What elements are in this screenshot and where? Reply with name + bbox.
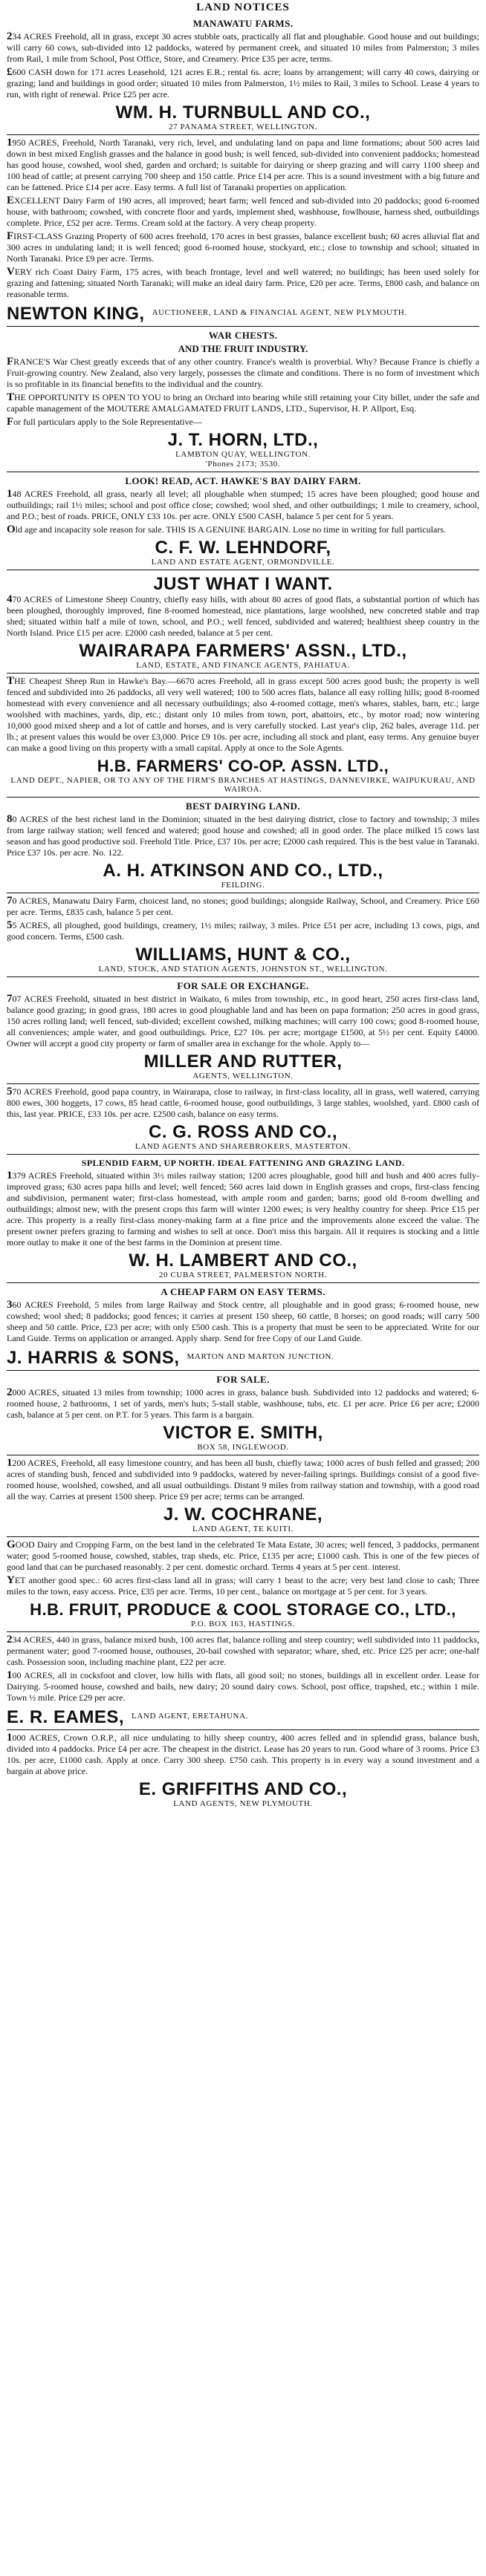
advertiser-address: MARTON AND MARTON JUNCTION. [187, 1351, 334, 1361]
page-title: LAND NOTICES [196, 1, 290, 13]
ad-paragraph: 707 ACRES Freehold, situated in best district in Waikato, 6 miles from township, etc., in good heart, 250 acres first-class land, balance good grazing; in good grass, 180 acres in good ploughable land and has been on papa formation; 250 acres in good grass, 150 acres rolling land; well fenced, sub-divided; excellent cowshed, milking machines; will carry 100 cows; good 8-roomed house, all conveniences; ample water, and good outbuildings. Price, £27 10s. per acre; mortgage £1500, at 5½ per cent. Equity £4000. Owner will accept a good city property or farm of smaller area in exchange for the whole. Apply to— [7, 993, 479, 1049]
advertiser-address: LAND DEPT., NAPIER, OR TO ANY OF THE FIRM'S BRANCHES AT HASTINGS, DANNEVIRKE, WAIPUKURAU, AND WAIROA. [10, 776, 476, 794]
advertiser-address: BOX 58, INGLEWOOD. [197, 1443, 289, 1452]
advertisement [7, 1154, 479, 1282]
ads-column [7, 15, 479, 1811]
advertiser-name: WM. H. TURNBULL AND CO., [115, 102, 371, 123]
advertiser-address: LAND AGENT, TE KUITI. [192, 1525, 294, 1533]
advertiser-name: E. GRIFFITHS AND CO., [138, 1779, 348, 1799]
ad-paragraph: FRANCE'S War Chest greatly exceeds that of any other country. France's wealth is proverbial. Why? Because France is chiefly a Fruit-growing country. New Zealand, also very largely, possesses the climate and conditions. There is no form of investment which is so profitable in its financial benefits to the individual and the country. [7, 356, 479, 389]
advertiser-address: LAND AGENTS, NEW PLYMOUTH. [173, 1799, 313, 1808]
ad-subheading: AND THE FRUIT INDUSTRY. [178, 343, 308, 354]
ad-paragraph: FIRST-CLASS Grazing Property of 600 acres freehold, 170 acres in best grasses, balance excellent bush; 60 acres alluvial flat and 300 acres in undulating land; it is well fenced; good 6-roomed house, stockyard, etc.; close to township and school; situated in North Taranaki. Price £9 per acre. Terms. [7, 230, 479, 264]
advertisement [7, 893, 479, 976]
ad-heading: WAR CHESTS. [208, 330, 278, 341]
ad-paragraph: 70 ACRES, Manawatu Dairy Farm, choicest land, no stones; good buildings; alongside Railway, School, and Creamery. Price £60 per acre. Terms, £835 cash, balance 5 per cent. [7, 895, 479, 917]
ad-signature [7, 302, 479, 324]
advertiser-name: VICTOR E. SMITH, [163, 1423, 323, 1443]
advertiser-name: J. W. COCHRANE, [163, 1504, 323, 1525]
ad-paragraph: THE OPPORTUNITY IS OPEN TO YOU to bring an Orchard into bearing while still retaining your City billet, under the safe and capable management of the MOUTERE AMALGAMATED FRUIT LANDS, LTD., Supervisor, H. P. Allport, Esq. [7, 391, 479, 414]
advertiser-name: H.B. FRUIT, PRODUCE & COOL STORAGE CO., LTD., [30, 1600, 456, 1619]
advertisement [7, 976, 479, 1083]
ad-signature [7, 1346, 479, 1368]
advertisement [7, 1455, 479, 1536]
ad-paragraph: For full particulars apply to the Sole Representative— [7, 416, 202, 428]
ad-paragraph: 80 ACRES of the best richest land in the Dominion; situated in the best dairying district, close to factory and township; 3 miles from large railway station; well fenced and watered; good house and cowshed; all in good order. The place milked 15 cows last season and has good productive soil. Freehold Title. Price, £37 10s. per acre; £2000 cash required. This is the best value in Taranaki. Price £37 10s. per acre. No. 122. [7, 813, 479, 858]
ad-paragraph: 1000 ACRES, Crown O.R.P., all nice undulating to hilly sheep country, 400 acres felled and in splendid grass, balance bush, divided into 4 paddocks. Price £4 per acre. The cheapest in the district. Lease has 20 years to run. Good whare of 3 rooms. Price £3 10s. per acre, £1000 cash. Apply at once. Carry 300 sheep. £750 cash. This property is in every way a sound investment and a bargain at above price. [7, 1732, 479, 1776]
advertiser-address: P.O. BOX 163, HASTINGS. [190, 1620, 295, 1628]
ad-paragraph: EXCELLENT Dairy Farm of 190 acres, all improved; heart farm; well fenced and sub-divided into 20 paddocks; good 6-roomed house, with bathroom; cowshed, with concrete floor and yards, implement shed, washhouse, fowlhouse, harness shed, outbuildings complete. Price, £52 per acre. Terms. Cream sold at the factory. A very cheap property. [7, 195, 479, 228]
advertisement [7, 15, 479, 134]
advertiser-name: A. H. ATKINSON AND CO., LTD., [103, 861, 383, 881]
ad-heading: A CHEAP FARM ON EASY TERMS. [161, 1286, 325, 1297]
advertiser-address: AGENTS, WELLINGTON. [192, 1072, 294, 1080]
advertisement [7, 1536, 479, 1631]
advertisement [7, 134, 479, 326]
advertisement [7, 1370, 479, 1455]
ad-paragraph: 1379 ACRES Freehold, situated within 3½ miles railway station; 1200 acres ploughable, good hill and bush and 400 acres fully-improved grass; 630 acres papa hills and level; well fenced; 560 acres laid down in English grasses and crops, first-class fencing and subdivision, permanent water; first-class homestead, with ample room and garden; barns; good old 8-room dwelling and outbuildings; almost new, with the present crops this farm will winter 1200 ewes; is very healthy country for sheep. Price £15 per acre. This property is a really first-class money-making farm at a fine price and the improvements alone exceed the value. The present owner prefers grazing to farming and wishes to sell at once. Don't miss this bargain. All it requires is stocking and a little more outlay to make it one of the best farms in the Dominion at present time. [7, 1170, 479, 1248]
advertiser-name: C. F. W. LEHNDORF, [155, 538, 331, 558]
ad-paragraph: THE Cheapest Sheep Run in Hawke's Bay.—6670 acres Freehold, all in grass except 500 acres good bush; the property is well fenced and subdivided into 26 paddocks, all very well watered; 100 to 500 acres flats, balance all easy rolling hills; good 8-roomed homestead with every convenience and all necessary outbuildings; also 4-roomed cottage, men's whares, stables, barn, etc.; large woolshed with machines, yards, dip, etc.; distant only 10 miles from town, port, abattoirs, etc., by motor road; now wintering 10,000 good mixed sheep and a lot of cattle and horses, and is very carefully stocked. Last year's clip, 262 bales, average 11d. per lb.; at present values this would be over £3,000. Price £9 10s. per acre, including all stock and plant, easy terms. Any genuine buyer can make a good living on this property with a small capital. Apply at once to the Sole Agents. [7, 675, 479, 753]
advertiser-address: 27 PANAMA STREET, WELLINGTON. [168, 123, 318, 131]
advertiser-address: LAND AGENTS AND SHAREBROKERS, MASTERTON. [135, 1142, 351, 1151]
ad-signature [7, 1706, 479, 1727]
advertiser-address: LAND, ESTATE, AND FINANCE AGENTS, PAHIATUA. [136, 661, 350, 670]
ad-paragraph: YET another good spec.: 60 acres first-class land all in grass; will carry 1 beast to the acre; very best land close to cash; Three miles to the town, easy access. Price, £35 per acre. Terms, 10 per cent., balance on mortgage at 5 per cent. for 3 years. [7, 1574, 479, 1597]
advertiser-address: LAND, STOCK, AND STATION AGENTS, JOHNSTON ST., WELLINGTON. [98, 965, 388, 974]
advertiser-address: 20 CUBA STREET, PALMERSTON NORTH. [158, 1271, 328, 1279]
advertiser-name: NEWTON KING, [7, 304, 145, 324]
ad-paragraph: 470 ACRES of Limestone Sheep Country, chiefly easy hills, with about 80 acres of good flats, a substantial portion of which has been ploughed, thoroughly improved, fine 8-roomed homestead, nice plantations, large woolshed, new concreted stable and trap shed; situated within half a mile of town, school, and P.O.; well fenced, subdivided and watered; healthiest sheep country in the North Island. Price £15 per acre. £2000 cash needed, balance at 5 per cent. [7, 593, 479, 638]
advertisement [7, 1083, 479, 1154]
advertisement [7, 797, 479, 893]
advertisement [7, 1729, 479, 1811]
ad-headline: JUST WHAT I WANT. [153, 574, 333, 594]
ad-paragraph: 148 ACRES Freehold, all grass, nearly all level; all ploughable when stumped; 15 acres have been ploughed; good house and outbuildings; rail 1½ miles; school and post office close; cowshed; wool shed, and other outbuildings; 1 mile to creamery, school, and P.O.; best of roads. PRICE, ONLY £33 10s. per acre. ONLY £500 CASH, balance 5 per cent for 5 years. [7, 488, 479, 521]
advertiser-address: FEILDING. [221, 881, 265, 890]
ad-paragraph: Old age and incapacity sole reason for sale. THIS IS A GENUINE BARGAIN. Lose no time in writing for full particulars. [7, 524, 446, 535]
advertisement [7, 673, 479, 797]
advertiser-name: J. T. HORN, LTD., [167, 430, 319, 450]
ad-heading: LOOK! READ, ACT. HAWKE'S BAY DAIRY FARM. [125, 475, 361, 486]
ad-paragraph: 570 ACRES Freehold, good papa country, in Wairarapa, close to railway, in first-class locality, all in grass, well watered, carrying 800 ewes, 300 hoggets, 17 cows, 85 head cattle, 6-roomed house, good outbuildings, 3 large stables, woolshed, yard. £800 cash of this, last year. PRICE, £33 10s. per acre. £2500 cash, balance on easy terms. [7, 1086, 479, 1119]
advertiser-name: J. HARRIS & SONS, [7, 1348, 180, 1368]
advertiser-phones: 'Phones 2173; 3530. [205, 460, 281, 469]
ad-paragraph: 234 ACRES Freehold, all in grass, except 30 acres stubble oats, practically all flat and ploughable. Good house and out buildings; will carry 60 cows, sub-divided into 12 paddocks, watered by permanent creek, and situated 10 miles from Palmerston; 3 miles from Rail, 1 mile from School, Post Office, Store, and Creamery. Price £35 per acre, terms. [7, 30, 479, 64]
ad-paragraph: 2000 ACRES, situated 13 miles from township; 1000 acres in grass, balance bush. Subdivided into 12 paddocks and watered; 6-roomed house, 2 bathrooms, 1 set of yards, men's huts; 5-stall stable, washhouse, tubs, etc. £1 per acre. Price £6 per acre; £2000 cash, balance at 5 per cent. on P.T. for 5 years. This farm is a bargain. [7, 1386, 479, 1420]
advertiser-name: H.B. FARMERS' CO-OP. ASSN. LTD., [97, 757, 389, 775]
ad-heading: FOR SALE OR EXCHANGE. [177, 980, 309, 991]
ad-paragraph: 234 ACRES, 440 in grass, balance mixed bush, 100 acres flat, balance rolling and steep country; well subdivided into 11 paddocks, permanent water; good 7-roomed house, outhouses, 20-bail cowshed with separator; whare, shed, etc. Price £25 per acre; one-half cash. Possession soon, including machine plant, £22 per acre. [7, 1634, 479, 1667]
advertiser-name: W. H. LAMBERT AND CO., [129, 1250, 357, 1271]
ad-paragraph: £600 CASH down for 171 acres Leasehold, 121 acres E.R.; rental 6s. acre; loans by arrangement; will carry 40 cows, dairying or grazing; land and buildings in good order; situated 10 miles from Palmerston, 1½ miles to Rail, 3 miles to School. Lease 4 years to run, with right of renewal. Price £25 per acre. [7, 66, 479, 100]
ad-paragraph: VERY rich Coast Dairy Farm, 175 acres, with beach frontage, level and well watered; no buildings; has been used solely for grazing and fattening; situated North Taranaki; will make an ideal dairy farm. Price, £20 per acre. Terms, £800 cash, and balance on reasonable terms. [7, 266, 479, 299]
advertiser-name: E. R. EAMES, [7, 1707, 125, 1727]
advertisement [7, 1282, 479, 1370]
ad-paragraph: 100 ACRES, all in cocksfoot and clover, low hills with flats, all good soil; no stones, buildings all in excellent order. Lease for Dairying. 5-roomed house, cowshed and bails, new dairy; 20 sound dairy cows. School, post office, trapshed, etc.; within 1 mile. Town ½ mile. Price £29 per acre. [7, 1669, 479, 1703]
advertiser-name: WILLIAMS, HUNT & CO., [135, 945, 351, 965]
advertisement [7, 570, 479, 673]
ad-heading: BEST DAIRYING LAND. [186, 800, 300, 812]
ad-heading: MANAWATU FARMS. [192, 18, 294, 29]
advertiser-address: LAMBTON QUAY, WELLINGTON. [175, 450, 311, 459]
ad-paragraph: 1950 ACRES, Freehold, North Taranaki, very rich, level, and undulating land on papa and lime formations; about 500 acres laid down in best mixed English grasses and the balance in good bush; is well fenced, sub-divided into convenient paddocks; homestead has good house, cowshed, wool shed, garden and orchard; is suitable for dairying or sheep grazing and will carry 1100 sheep and 100 head of cattle; at present carrying 700 sheep and 150 cattle. Price £14 per acre. This is a sound investment with a big future and can be fattened. Price £14 per acre. Easy terms. A full list of Taranaki properties on application. [7, 137, 479, 192]
ad-paragraph: GOOD Dairy and Cropping Farm, on the best land in the celebrated Te Mata Estate, 30 acres; well fenced, 3 paddocks, permanent water; good 5-roomed house, cowshed, stables, trap sheds, etc. Price, £135 per acre; £1000 cash. This is one of the few pieces of good land that can be purchased reasonably. 2 per cent. domestic orchard. Terms 4 years at 5 per cent. interest. [7, 1539, 479, 1572]
ad-paragraph: 55 ACRES, all ploughed, good buildings, creamery, 1½ miles; railway, 3 miles. Price £51 per acre, including 13 cows, pigs, and good concern. Terms, £500 cash. [7, 919, 479, 942]
advertiser-name: WAIRARAPA FARMERS' ASSN., LTD., [79, 641, 407, 661]
advertiser-name: MILLER AND RUTTER, [143, 1051, 343, 1072]
ad-heading: SPLENDID FARM, UP NORTH. IDEAL FATTENING AND GRAZING LAND. [81, 1158, 405, 1168]
advertiser-address: LAND AND ESTATE AGENT, ORMONDVILLE. [151, 558, 335, 567]
advertiser-address: AUCTIONEER, LAND & FINANCIAL AGENT, NEW PLYMOUTH. [152, 307, 407, 317]
ad-paragraph: 360 ACRES Freehold, 5 miles from large Railway and Stock centre, all ploughable and in good grass; 6-roomed house, new cowshed; wool shed; 8 paddocks; good fences; it carries at present 150 sheep, 60 cattle, 8 horses; on good roads; will carry 500 sheep and 50 cattle. Price, £23 per acre; with only £500 cash. This is a property that must be seen to be appreciated. Write for our Land Guide. Terms on application or arranged. Apply sharp. Send for free Copy of our Land Guide. [7, 1299, 479, 1343]
ad-heading: FOR SALE. [216, 1374, 270, 1385]
advertisement [7, 326, 479, 472]
advertisement [7, 472, 479, 570]
advertiser-address: LAND AGENT, ERETAHUNA. [132, 1711, 248, 1721]
advertiser-name: C. G. ROSS AND CO., [149, 1122, 337, 1142]
advertisement [7, 1631, 479, 1729]
ad-paragraph: 1200 ACRES, Freehold, all easy limestone country, and has been all bush, chiefly tawa; 1000 acres of bush felled and grassed; 200 acres of standing bush, fenced and subdivided into 9 paddocks, watered by never-failing springs. Buildings consist of a good five-roomed house, woolshed, cowshed, and all usual outbuildings. Distant 9 miles from railway station and township, with a good road all the way. Carries at present 1500 sheep. Price £9 per acre; terms can be arranged. [7, 1457, 479, 1501]
